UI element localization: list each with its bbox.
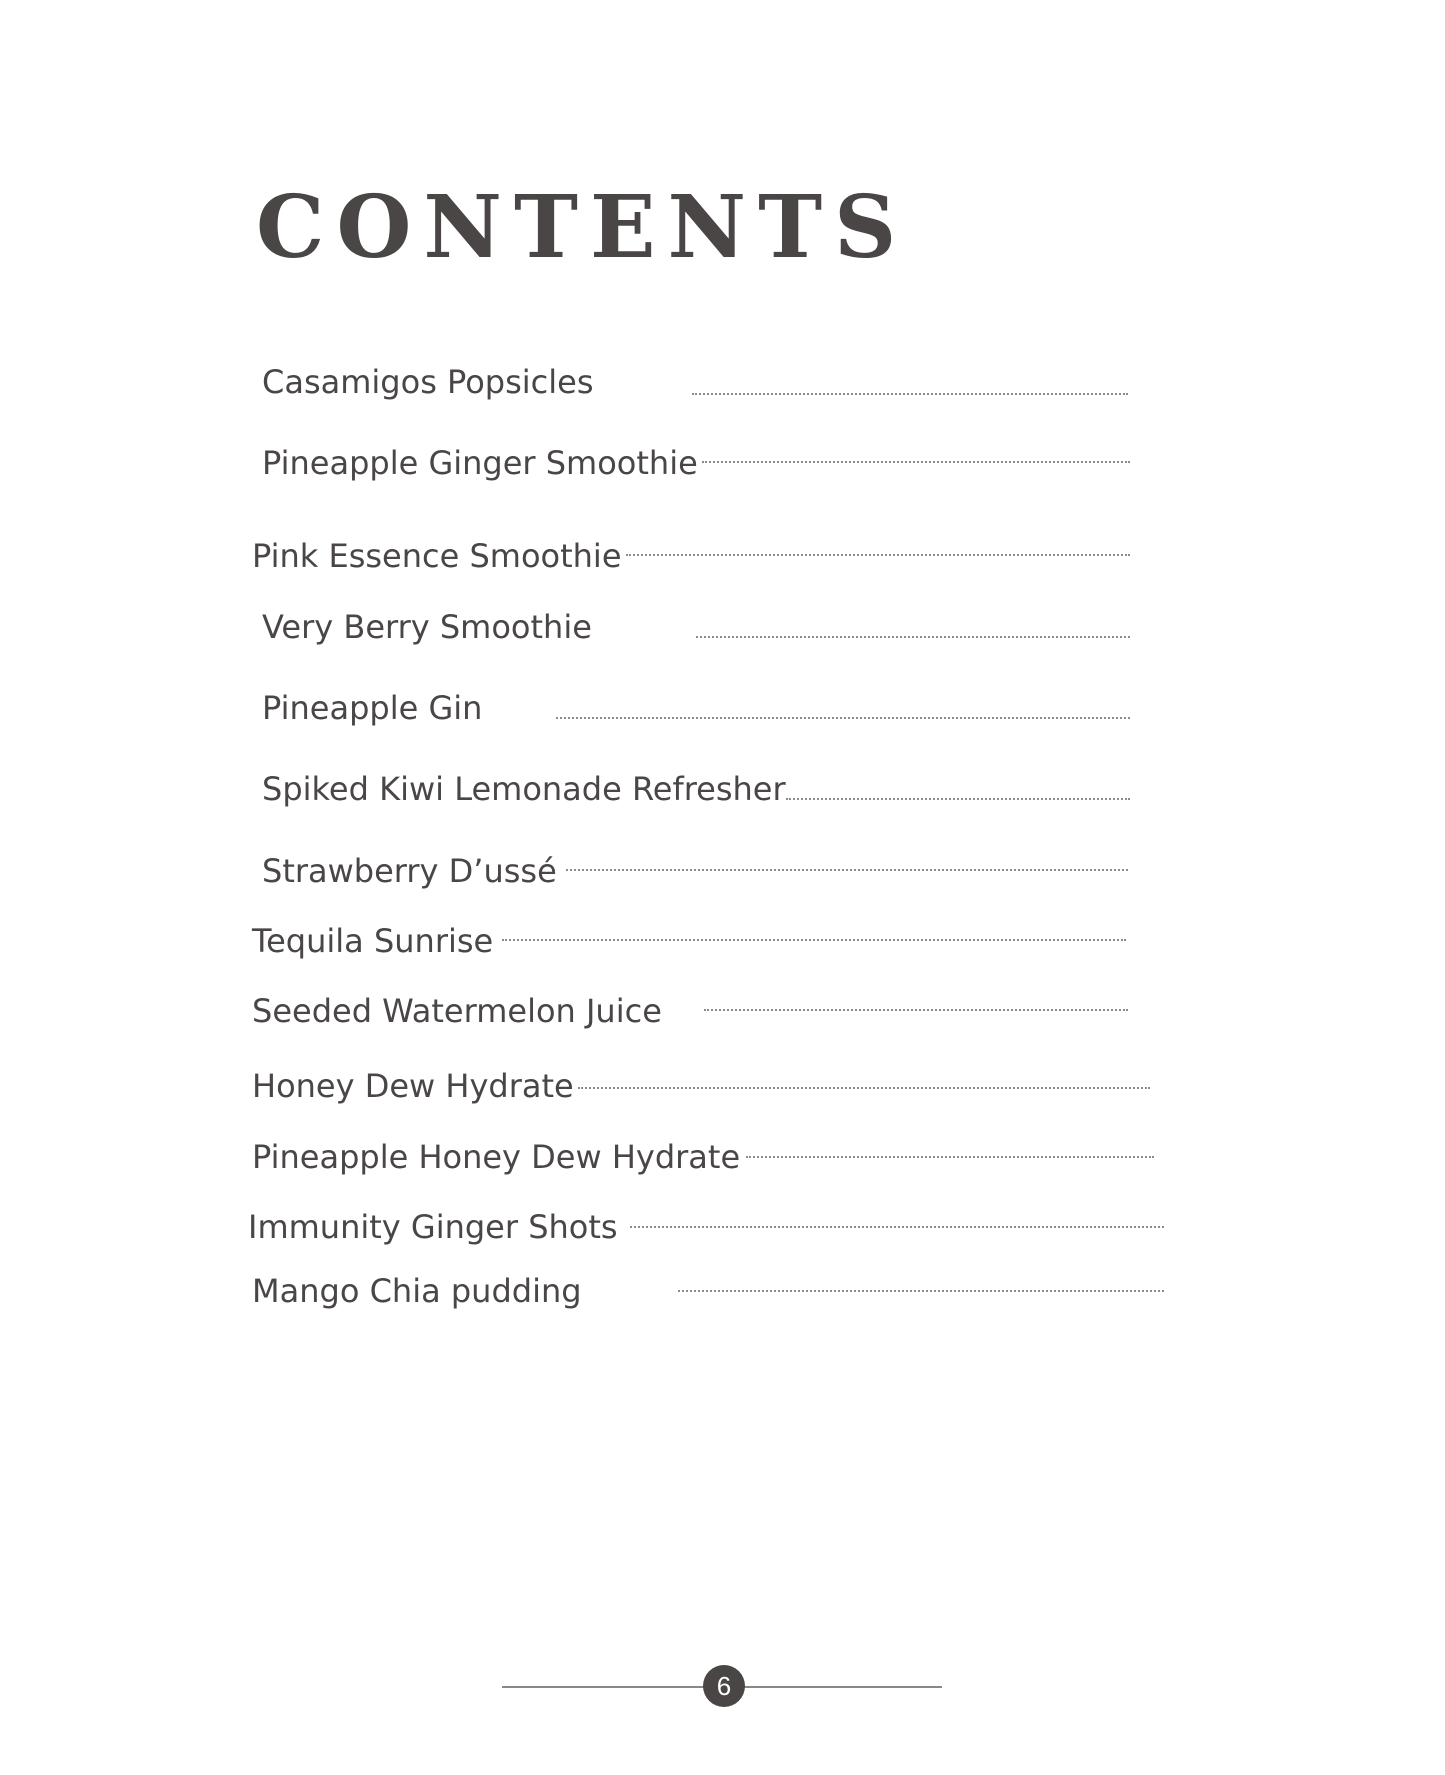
toc-entry-label: Immunity Ginger Shots [248, 1208, 618, 1246]
toc-entry-label: Mango Chia pudding [252, 1272, 582, 1310]
toc-entry-pineapple-honey-dew-hydrate[interactable] [252, 1136, 1157, 1186]
toc-entry-label: Honey Dew Hydrate [252, 1067, 574, 1105]
toc-entry-label: Spiked Kiwi Lemonade Refresher [262, 770, 786, 808]
toc-dot-leader [702, 461, 1130, 463]
toc-entry-label: Tequila Sunrise [252, 922, 494, 960]
page-title: CONTENTS [256, 177, 909, 278]
toc-entry-label: Very Berry Smoothie [262, 608, 592, 646]
toc-dot-leader [704, 1009, 1128, 1011]
toc-dot-leader [556, 717, 1130, 719]
toc-entry-pineapple-ginger-smoothie[interactable] [262, 442, 1132, 492]
toc-dot-leader [566, 869, 1128, 871]
toc-entry-seeded-watermelon-juice[interactable] [252, 990, 1132, 1040]
toc-dot-leader [746, 1156, 1154, 1158]
toc-entry-very-berry-smoothie[interactable] [262, 606, 1132, 656]
toc-entry-label: Pineapple Honey Dew Hydrate [252, 1138, 741, 1176]
page-footer [502, 1665, 942, 1707]
toc-dot-leader [678, 1290, 1164, 1292]
toc-dot-leader [502, 939, 1126, 941]
toc-entry-label: Pineapple Gin [262, 689, 483, 727]
toc-dot-leader [578, 1087, 1150, 1089]
toc-entry-label: Casamigos Popsicles [262, 363, 594, 401]
toc-entry-immunity-ginger-shots[interactable] [248, 1206, 1168, 1256]
toc-entry-spiked-kiwi-lemonade-refresher[interactable] [262, 768, 1132, 818]
toc-dot-leader [696, 636, 1130, 638]
toc-dot-leader [786, 798, 1130, 800]
toc-dot-leader [692, 393, 1128, 395]
toc-entry-honey-dew-hydrate[interactable] [252, 1065, 1152, 1115]
toc-entry-tequila-sunrise[interactable] [252, 920, 1132, 970]
toc-entry-label: Pink Essence Smoothie [252, 537, 622, 575]
toc-entry-label: Seeded Watermelon Juice [252, 992, 662, 1030]
toc-entry-strawberry-dusse[interactable] [262, 850, 1132, 900]
toc-dot-leader [630, 1226, 1164, 1228]
toc-entry-casamigos-popsicles[interactable] [262, 361, 1132, 411]
toc-entry-label: Pineapple Ginger Smoothie [262, 444, 698, 482]
toc-dot-leader [626, 554, 1130, 556]
toc-entry-label: Strawberry D’ussé [262, 852, 557, 890]
toc-entry-pink-essence-smoothie[interactable] [252, 535, 1132, 585]
page-number-badge: 6 [703, 1665, 745, 1707]
toc-entry-mango-chia-pudding[interactable] [252, 1270, 1167, 1320]
toc-entry-pineapple-gin[interactable] [262, 687, 1132, 737]
